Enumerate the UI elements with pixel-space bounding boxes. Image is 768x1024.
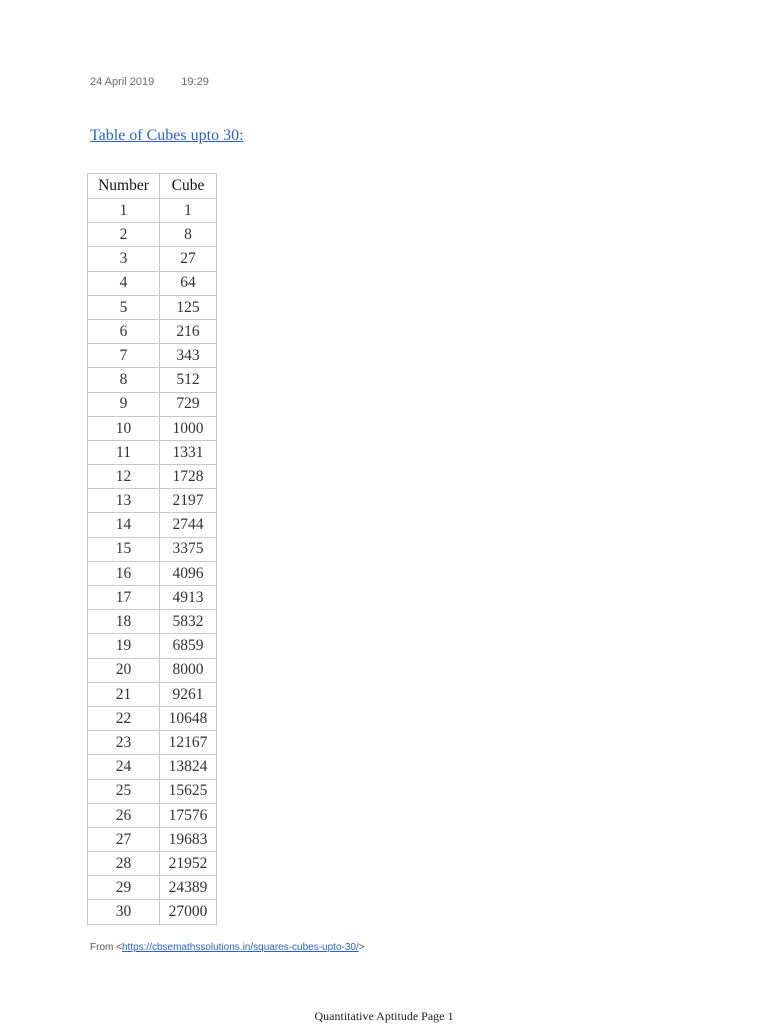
table-row bbox=[88, 682, 217, 706]
cube-cell: 1331 bbox=[160, 440, 217, 464]
cube-cell: 216 bbox=[160, 319, 217, 343]
number-cell: 27 bbox=[88, 827, 160, 851]
number-cell: 13 bbox=[88, 489, 160, 513]
cube-cell: 1728 bbox=[160, 465, 217, 489]
cube-cell: 729 bbox=[160, 392, 217, 416]
cube-cell: 15625 bbox=[160, 779, 217, 803]
number-cell: 1 bbox=[88, 199, 160, 223]
table-row bbox=[88, 755, 217, 779]
cube-cell: 8000 bbox=[160, 658, 217, 682]
number-cell: 24 bbox=[88, 755, 160, 779]
cubes-table bbox=[87, 173, 217, 925]
number-cell: 19 bbox=[88, 634, 160, 658]
table-row bbox=[88, 634, 217, 658]
number-cell: 26 bbox=[88, 803, 160, 827]
table-row bbox=[88, 513, 217, 537]
table-row bbox=[88, 271, 217, 295]
number-cell: 29 bbox=[88, 876, 160, 900]
cube-cell: 8 bbox=[160, 223, 217, 247]
number-cell: 22 bbox=[88, 706, 160, 730]
cube-cell: 2197 bbox=[160, 489, 217, 513]
table-row bbox=[88, 295, 217, 319]
table-body bbox=[88, 199, 217, 925]
table-row bbox=[88, 561, 217, 585]
cube-cell: 512 bbox=[160, 368, 217, 392]
table-row bbox=[88, 537, 217, 561]
number-cell: 23 bbox=[88, 731, 160, 755]
source-prefix: From < bbox=[90, 942, 122, 953]
cube-cell: 125 bbox=[160, 295, 217, 319]
table-row bbox=[88, 876, 217, 900]
number-cell: 4 bbox=[88, 271, 160, 295]
table-row bbox=[88, 465, 217, 489]
cube-cell: 2744 bbox=[160, 513, 217, 537]
source-suffix: > bbox=[358, 942, 365, 953]
table-row bbox=[88, 731, 217, 755]
number-cell: 10 bbox=[88, 416, 160, 440]
table-row bbox=[88, 610, 217, 634]
number-cell: 12 bbox=[88, 465, 160, 489]
number-cell: 3 bbox=[88, 247, 160, 271]
table-row bbox=[88, 827, 217, 851]
table-row bbox=[88, 392, 217, 416]
source-link[interactable]: https://cbsemathssolutions.in/squares-cubes-upto-30/ bbox=[121, 942, 359, 953]
number-cell: 7 bbox=[88, 344, 160, 368]
cube-cell: 27000 bbox=[160, 900, 217, 924]
note-meta bbox=[90, 76, 209, 88]
number-cell: 16 bbox=[88, 561, 160, 585]
table-row bbox=[88, 223, 217, 247]
number-cell: 28 bbox=[88, 852, 160, 876]
number-cell: 25 bbox=[88, 779, 160, 803]
number-cell: 11 bbox=[88, 440, 160, 464]
cube-cell: 4913 bbox=[160, 586, 217, 610]
note-date: 24 April 2019 bbox=[90, 76, 155, 88]
page-footer: Quantitative Aptitude Page 1 bbox=[314, 1009, 454, 1023]
note-time: 19:29 bbox=[181, 76, 209, 88]
cube-cell: 12167 bbox=[160, 731, 217, 755]
number-cell: 2 bbox=[88, 223, 160, 247]
cube-cell: 27 bbox=[160, 247, 217, 271]
cube-cell: 10648 bbox=[160, 706, 217, 730]
cube-cell: 24389 bbox=[160, 876, 217, 900]
table-row bbox=[88, 247, 217, 271]
cube-cell: 1000 bbox=[160, 416, 217, 440]
table-row bbox=[88, 368, 217, 392]
number-cell: 14 bbox=[88, 513, 160, 537]
number-cell: 9 bbox=[88, 392, 160, 416]
number-cell: 17 bbox=[88, 586, 160, 610]
table-row bbox=[88, 319, 217, 343]
table-header-row bbox=[88, 174, 217, 199]
table-row bbox=[88, 416, 217, 440]
table-row bbox=[88, 779, 217, 803]
cube-cell: 13824 bbox=[160, 755, 217, 779]
number-cell: 18 bbox=[88, 610, 160, 634]
cube-cell: 343 bbox=[160, 344, 217, 368]
table-row bbox=[88, 706, 217, 730]
table-row bbox=[88, 344, 217, 368]
cube-cell: 4096 bbox=[160, 561, 217, 585]
page-title: Table of Cubes upto 30: bbox=[90, 127, 244, 144]
table-row bbox=[88, 803, 217, 827]
source-line bbox=[90, 942, 365, 953]
header-cube: Cube bbox=[160, 174, 217, 199]
cube-cell: 1 bbox=[160, 199, 217, 223]
cube-cell: 64 bbox=[160, 271, 217, 295]
table-row bbox=[88, 586, 217, 610]
header-number: Number bbox=[88, 174, 160, 199]
cube-cell: 19683 bbox=[160, 827, 217, 851]
cube-cell: 21952 bbox=[160, 852, 217, 876]
cube-cell: 3375 bbox=[160, 537, 217, 561]
table-row bbox=[88, 489, 217, 513]
cube-cell: 6859 bbox=[160, 634, 217, 658]
table-row bbox=[88, 852, 217, 876]
table-row bbox=[88, 199, 217, 223]
number-cell: 5 bbox=[88, 295, 160, 319]
cube-cell: 17576 bbox=[160, 803, 217, 827]
number-cell: 8 bbox=[88, 368, 160, 392]
number-cell: 20 bbox=[88, 658, 160, 682]
cube-cell: 9261 bbox=[160, 682, 217, 706]
cube-cell: 5832 bbox=[160, 610, 217, 634]
number-cell: 6 bbox=[88, 319, 160, 343]
table-row bbox=[88, 440, 217, 464]
number-cell: 15 bbox=[88, 537, 160, 561]
table-row bbox=[88, 658, 217, 682]
number-cell: 30 bbox=[88, 900, 160, 924]
table-row bbox=[88, 900, 217, 924]
number-cell: 21 bbox=[88, 682, 160, 706]
